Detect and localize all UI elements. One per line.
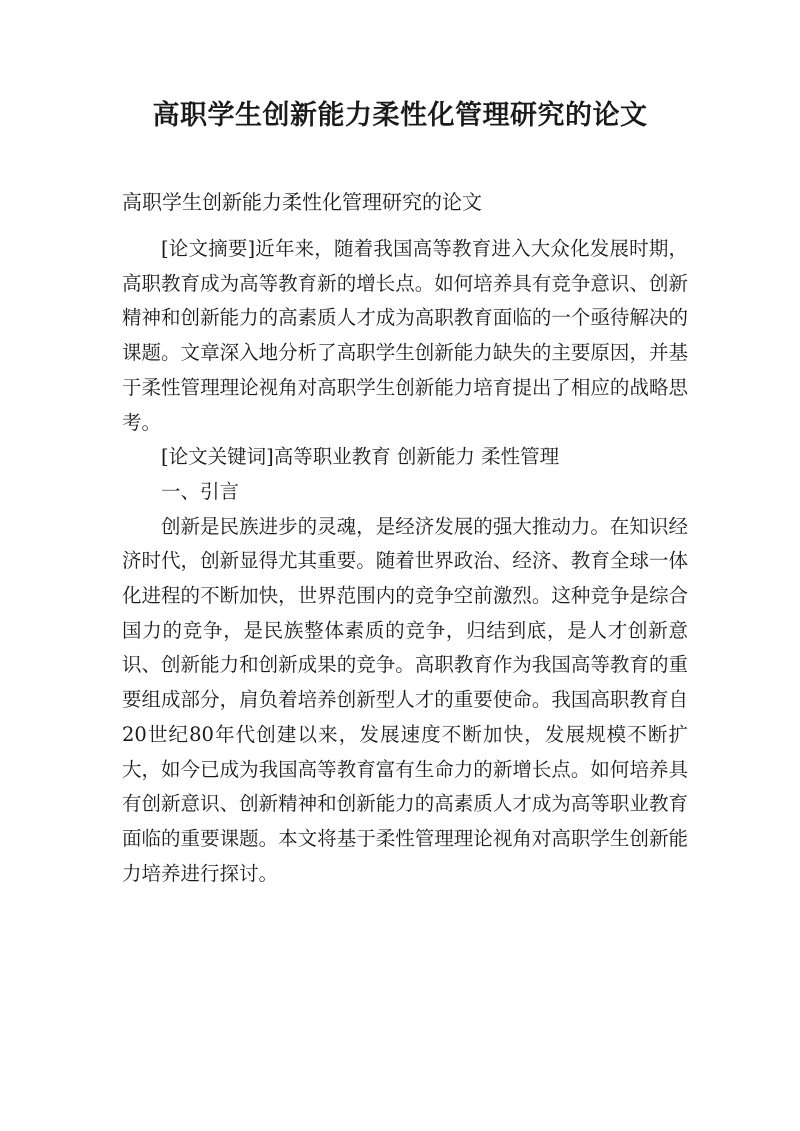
document-title: 高职学生创新能力柔性化管理研究的论文 [152,100,648,131]
document-subtitle: 高职学生创新能力柔性化管理研究的论文 [122,190,482,214]
keywords-paragraph: [论文关键词]高等职业教育 创新能力 柔性管理 [161,445,560,469]
abstract-paragraph: [论文摘要]近年来，随着我国高等教育进入大众化发展时期，高职教育成为高等教育新的增长点。如何培养具有竞争意识、创新精神和创新能力的高素质人才成为高职教育面临的一个亟待解决的课题。文章深入地分析了高职学生创新能力缺失的主要原因，并基于柔性管理理论视角对高职学生创新能力培育提出了相应的战略思考。 [122,237,688,434]
document-body [122,228,688,891]
introduction-paragraph: 创新是民族进步的灵魂，是经济发展的强大推动力。在知识经济时代，创新显得尤其重要。随着世界政治、经济、教育全球一体化进程的不断加快，世界范围内的竞争空前激烈。这种竞争是综合国力的竞争，是民族整体素质的竞争，归结到底，是人才创新意识、创新能力和创新成果的竞争。高职教育作为我国高等教育的重要组成部分，肩负着培养创新型人才的重要使命。我国高职教育自20世纪80年代创建以来，发展速度不断加快，发展规模不断扩大，如今已成为我国高等教育富有生命力的新增长点。如何培养具有创新意识、创新精神和创新能力的高素质人才成为高等职业教育面临的重要课题。本文将基于柔性管理理论视角对高职学生创新能力培养进行探讨。 [122,514,688,885]
section-heading-introduction: 一、引言 [161,479,240,503]
